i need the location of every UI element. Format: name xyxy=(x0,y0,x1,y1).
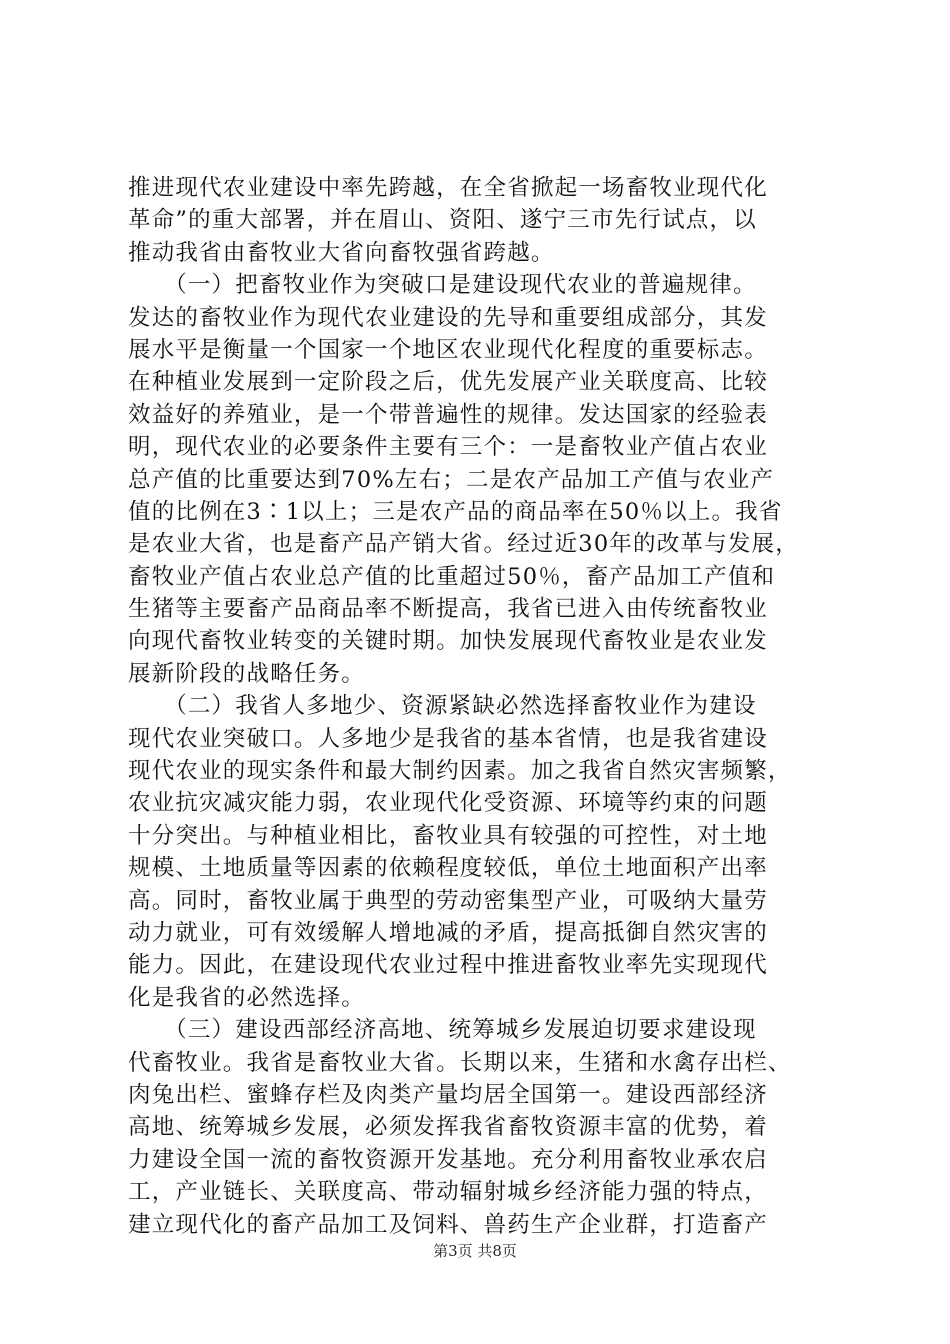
text-line: 十分突出。与种植业相比，畜牧业具有较强的可控性，对土地 xyxy=(128,822,768,849)
text-line: 发达的畜牧业作为现代农业建设的先导和重要组成部分，其发 xyxy=(128,304,768,331)
text-line: 在种植业发展到一定阶段之后，优先发展产业关联度高、比较 xyxy=(128,369,768,396)
text-line: （三）建设西部经济高地、统筹城乡发展迫切要求建设现 xyxy=(128,1017,757,1044)
text-line: 肉兔出栏、蜜蜂存栏及肉类产量均居全国第一。建设西部经济 xyxy=(128,1081,768,1108)
text-line: 展新阶段的战略任务。 xyxy=(128,660,366,687)
text-line: 畜牧业产值占农业总产值的比重超过50％，畜产品加工产值和 xyxy=(128,563,776,590)
page-footer: 第3页 共8页 xyxy=(433,1242,517,1260)
text-line: 革命”的重大部署，并在眉山、资阳、遂宁三市先行试点，以 xyxy=(128,207,757,234)
text-line: 总产值的比重要达到70%左右；二是农产品加工产值与农业产 xyxy=(128,466,775,493)
text-line: 工，产业链长、关联度高、带动辐射城乡经济能力强的特点， xyxy=(128,1179,768,1206)
text-line: 高地、统筹城乡发展，必须发挥我省畜牧资源丰富的优势，着 xyxy=(128,1114,768,1141)
text-line: 化是我省的必然选择。 xyxy=(128,984,366,1011)
text-line: 高。同时，畜牧业属于典型的劳动密集型产业，可吸纳大量劳 xyxy=(128,887,768,914)
text-line: （一）把畜牧业作为突破口是建设现代农业的普遍规律。 xyxy=(128,272,757,299)
text-line: 代畜牧业。我省是畜牧业大省。长期以来，生猪和水禽存出栏、 xyxy=(128,1049,792,1076)
text-line: 建立现代化的畜产品加工及饲料、兽药生产企业群，打造畜产 xyxy=(128,1211,768,1238)
text-line: 动力就业，可有效缓解人增地减的矛盾，提高抵御自然灾害的 xyxy=(128,919,768,946)
text-line: 力建设全国一流的畜牧资源开发基地。充分利用畜牧业承农启 xyxy=(128,1146,768,1173)
text-line: 推动我省由畜牧业大省向畜牧强省跨越。 xyxy=(128,239,555,266)
text-line: 明，现代农业的必要条件主要有三个：一是畜牧业产值占农业 xyxy=(128,434,768,461)
text-line: 农业抗灾减灾能力弱，农业现代化受资源、环境等约束的问题 xyxy=(128,790,768,817)
text-line: 推进现代农业建设中率先跨越，在全省掀起一场畜牧业现代化 xyxy=(128,175,768,201)
text-line: 生猪等主要畜产品商品率不断提高，我省已进入由传统畜牧业 xyxy=(128,596,768,623)
text-line: 规模、土地质量等因素的依赖程度较低，单位土地面积产出率 xyxy=(128,855,768,882)
text-line: 向现代畜牧业转变的关键时期。加快发展现代畜牧业是农业发 xyxy=(128,628,768,655)
text-line: 现代农业突破口。人多地少是我省的基本省情，也是我省建设 xyxy=(128,725,768,752)
text-line: 展水平是衡量一个国家一个地区农业现代化程度的重要标志。 xyxy=(128,336,768,363)
document-body xyxy=(128,172,828,1241)
text-line: 能力。因此，在建设现代农业过程中推进畜牧业率先实现现代 xyxy=(128,952,768,979)
text-line: 是农业大省，也是畜产品产销大省。经过近30年的改革与发展， xyxy=(128,531,799,558)
text-line: 值的比例在3∶1以上；三是农产品的商品率在50％以上。我省 xyxy=(128,498,783,525)
text-line: 效益好的养殖业，是一个带普遍性的规律。发达国家的经验表 xyxy=(128,401,768,428)
text-line: 现代农业的现实条件和最大制约因素。加之我省自然灾害频繁， xyxy=(128,758,792,785)
text-line: （二）我省人多地少、资源紧缺必然选择畜牧业作为建设 xyxy=(128,693,757,720)
